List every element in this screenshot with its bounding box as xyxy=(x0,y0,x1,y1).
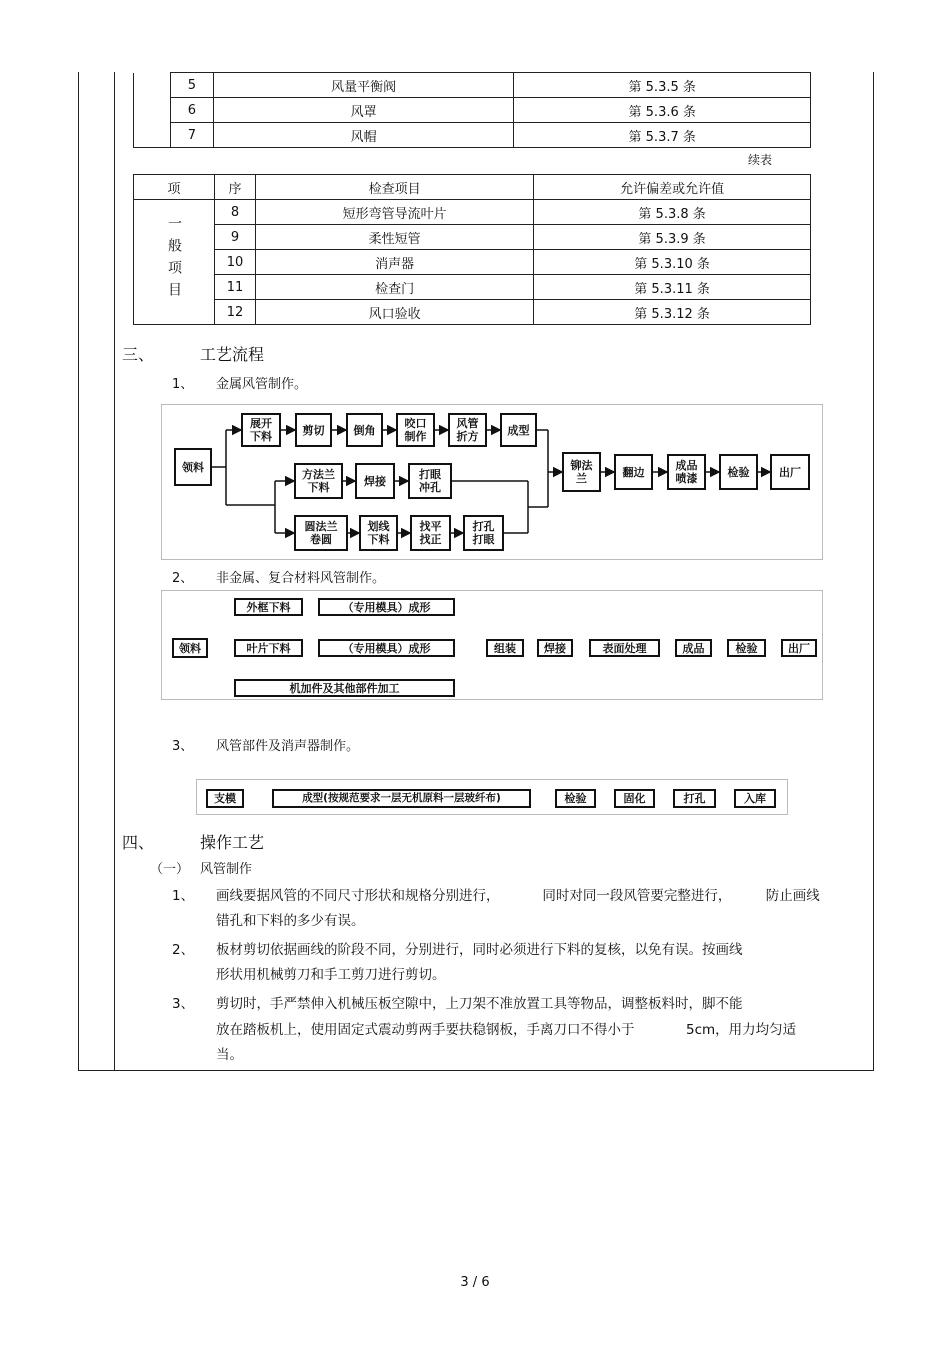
row-number: 8 xyxy=(215,200,256,225)
row-item: 风量平衡阀 xyxy=(213,73,514,98)
header-cell: 序 xyxy=(215,175,256,200)
step-zuzhuang: 组装 xyxy=(486,639,524,657)
subsection-number: （一） xyxy=(150,862,190,877)
step-chuchang: 出厂 xyxy=(770,454,810,490)
row-value: 第 5.3.10 条 xyxy=(534,250,811,275)
row-value: 第 5.3.8 条 xyxy=(534,200,811,225)
row-number: 5 xyxy=(170,73,213,98)
step-lingliao: 领料 xyxy=(174,448,212,486)
header-cell: 项 xyxy=(134,175,215,200)
section-title: 工艺流程 xyxy=(200,345,265,364)
step-chuchang: 出厂 xyxy=(781,639,817,657)
row-number: 11 xyxy=(215,275,256,300)
section-number: 四、 xyxy=(122,833,155,852)
para-line: 剪切时，手严禁伸入机械压板空隙中，上刀架不准放置工具等物品，调整板料时，脚不能 xyxy=(216,996,743,1012)
step-jijia: 机加件及其他部件加工 xyxy=(234,679,455,697)
step-fengguan: 风管 折方 xyxy=(448,413,487,447)
step-huaxian: 划线 下料 xyxy=(359,515,398,551)
section-title: 操作工艺 xyxy=(200,833,265,852)
group-label: 一般项目 xyxy=(166,216,182,304)
step-yuanfalan: 圆法兰 卷圆 xyxy=(294,515,348,551)
header-cell: 检查项目 xyxy=(255,175,533,200)
row-number: 6 xyxy=(170,98,213,123)
flow-number: 1、 xyxy=(172,377,194,392)
flow-number: 2、 xyxy=(172,571,194,586)
row-item: 检查门 xyxy=(255,275,533,300)
row-value: 第 5.3.5 条 xyxy=(514,73,811,98)
step-jianyan: 检验 xyxy=(719,454,758,490)
step-dakong: 打孔 xyxy=(673,789,716,808)
row-number: 12 xyxy=(215,300,256,325)
step-zhimo: 支模 xyxy=(206,789,244,808)
row-item: 风罩 xyxy=(213,98,514,123)
para-line: 画线要据风管的不同尺寸形状和规格分别进行， 同时对同一段风管要完整进行， 防止画线 xyxy=(216,888,820,904)
step-moju1: （专用模具）成形 xyxy=(318,598,455,616)
page-number: 3 / 6 xyxy=(460,1275,490,1290)
step-lingliao: 领料 xyxy=(172,638,208,658)
row-item: 短形弯管导流叶片 xyxy=(255,200,533,225)
step-dayan: 打眼 冲孔 xyxy=(408,463,452,499)
row-item: 柔性短管 xyxy=(255,225,533,250)
step-jianyan: 检验 xyxy=(727,639,766,657)
header-cell: 允许偏差或允许值 xyxy=(534,175,811,200)
para-line: 错孔和下料的多少有误。 xyxy=(216,913,365,929)
para-number: 2、 xyxy=(172,942,195,958)
para-number: 1、 xyxy=(172,888,195,904)
para-number: 3、 xyxy=(172,996,195,1012)
step-zhankai: 展开 下料 xyxy=(241,413,281,447)
step-hanjie: 焊接 xyxy=(355,463,395,499)
step-chengxing: 成型(按规范要求一层无机原料一层玻纤布) xyxy=(272,789,531,808)
step-chengpin: 成品 xyxy=(675,639,712,657)
step-ruku: 入库 xyxy=(734,789,776,808)
step-yepian: 叶片下料 xyxy=(234,639,303,657)
step-hanjie: 焊接 xyxy=(537,639,573,657)
step-penqi: 成品 喷漆 xyxy=(667,454,706,490)
row-number: 10 xyxy=(215,250,256,275)
flow-number: 3、 xyxy=(172,739,194,754)
row-number: 9 xyxy=(215,225,256,250)
flow-title: 风管部件及消声器制作。 xyxy=(216,739,360,754)
step-fanbian: 翻边 xyxy=(614,454,653,490)
row-value: 第 5.3.7 条 xyxy=(514,123,811,148)
step-jianqie: 剪切 xyxy=(295,413,332,447)
step-yaokou: 咬口 制作 xyxy=(396,413,435,447)
row-item: 风帽 xyxy=(213,123,514,148)
subsection-title: 风管制作 xyxy=(200,862,253,877)
section-number: 三、 xyxy=(122,345,155,364)
step-biaomian: 表面处理 xyxy=(589,639,660,657)
step-fangfalan: 方法兰 下料 xyxy=(294,463,343,499)
row-value: 第 5.3.11 条 xyxy=(534,275,811,300)
para-line: 板材剪切依据画线的阶段不同，分别进行，同时必须进行下料的复核，以免有误。按画线 xyxy=(216,942,743,958)
para-line: 形状用机械剪刀和手工剪刀进行剪切。 xyxy=(216,967,446,983)
step-chengxing: 成型 xyxy=(500,413,537,447)
row-value: 第 5.3.12 条 xyxy=(534,300,811,325)
step-jianyan: 检验 xyxy=(555,789,596,808)
flow-title: 金属风管制作。 xyxy=(216,377,308,392)
row-item: 风口验收 xyxy=(255,300,533,325)
continued-label: 续表 xyxy=(748,153,773,167)
step-daojiao: 倒角 xyxy=(346,413,383,447)
step-dakong: 打孔 打眼 xyxy=(463,515,504,551)
para-line: 当。 xyxy=(216,1047,243,1063)
step-zhaoping: 找平 找正 xyxy=(410,515,451,551)
row-value: 第 5.3.6 条 xyxy=(514,98,811,123)
row-value: 第 5.3.9 条 xyxy=(534,225,811,250)
step-waikuang: 外框下料 xyxy=(234,598,303,616)
step-moju2: （专用模具）成形 xyxy=(318,639,455,657)
step-guhua: 固化 xyxy=(614,789,655,808)
para-line: 放在踏板机上，使用固定式震动剪两手要扶稳钢板，手离刀口不得小于 5cm，用力均匀适 xyxy=(216,1022,797,1038)
row-number: 7 xyxy=(170,123,213,148)
flow-title: 非金属、复合材料风管制作。 xyxy=(216,571,386,586)
row-item: 消声器 xyxy=(255,250,533,275)
step-maofalan: 铆法 兰 xyxy=(562,452,601,492)
